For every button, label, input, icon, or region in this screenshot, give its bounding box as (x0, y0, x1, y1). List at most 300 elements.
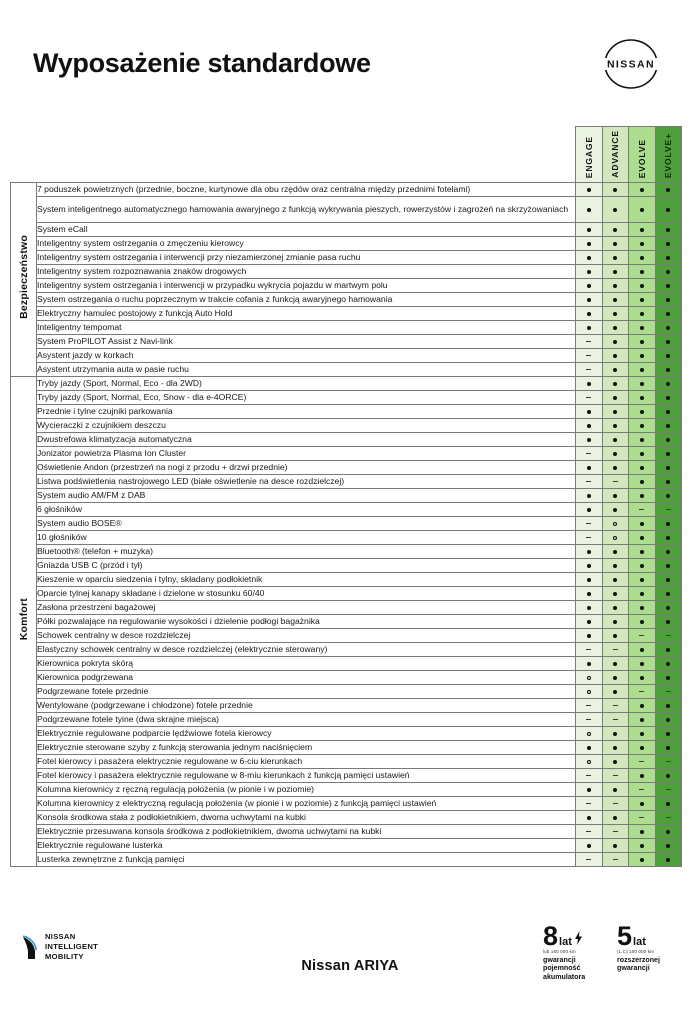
table-row (11, 419, 682, 433)
standard-marker-icon (640, 620, 644, 624)
standard-marker-icon (666, 466, 670, 470)
unavailable-marker-icon (586, 453, 591, 454)
availability-cell (655, 391, 682, 405)
availability-cell (655, 629, 682, 643)
nim-line-3: MOBILITY (45, 952, 84, 962)
standard-marker-icon (587, 550, 591, 554)
lightning-bolt-icon (574, 931, 583, 945)
standard-marker-icon (666, 830, 670, 834)
availability-cell (576, 391, 603, 405)
standard-marker-icon (613, 746, 617, 750)
unavailable-marker-icon (639, 817, 644, 818)
standard-marker-icon (640, 774, 644, 778)
feature-label: Wentylowane (podgrzewane i chłodzone) fotele przednie (37, 699, 576, 713)
table-row (11, 839, 682, 853)
feature-label: System audio AM/FM z DAB (37, 489, 576, 503)
availability-cell (629, 433, 656, 447)
availability-cell (576, 461, 603, 475)
availability-cell (602, 755, 629, 769)
table-row (11, 197, 682, 223)
unavailable-marker-icon (586, 523, 591, 524)
page-header (0, 0, 700, 118)
feature-label: Podgrzewane fotele przednie (37, 685, 576, 699)
unavailable-marker-icon (639, 761, 644, 762)
standard-marker-icon (640, 340, 644, 344)
availability-cell (655, 587, 682, 601)
availability-cell (655, 377, 682, 391)
standard-marker-icon (613, 550, 617, 554)
feature-label: Fotel kierowcy i pasażera elektrycznie regulowane w 6-ciu kierunkach (37, 755, 576, 769)
availability-cell (602, 713, 629, 727)
feature-label: Wycieraczki z czujnikiem deszczu (37, 419, 576, 433)
feature-label: Elektrycznie sterowane szyby z funkcją sterowania jednym naciśnięciem (37, 741, 576, 755)
trim-column-advance[interactable] (602, 127, 629, 183)
availability-cell (655, 755, 682, 769)
availability-cell (655, 307, 682, 321)
unavailable-marker-icon (586, 369, 591, 370)
availability-cell (629, 559, 656, 573)
availability-cell (629, 307, 656, 321)
standard-marker-icon (666, 396, 670, 400)
availability-cell (576, 545, 603, 559)
standard-marker-icon (587, 606, 591, 610)
page-title: Wyposażenie standardowe (33, 48, 371, 78)
warranty-sub2-battery: gwarancji pojemność akumulatora (543, 955, 586, 981)
table-row (11, 475, 682, 489)
table-row (11, 251, 682, 265)
availability-cell (655, 657, 682, 671)
table-row (11, 531, 682, 545)
availability-cell (602, 853, 629, 867)
feature-label: Elektrycznie przesuwana konsola środkowa z podłokietnikiem, dwoma uchwytami na kubki (37, 825, 576, 839)
unavailable-marker-icon (639, 789, 644, 790)
availability-cell (629, 265, 656, 279)
optional-marker-icon (587, 732, 591, 736)
availability-cell (602, 405, 629, 419)
standard-marker-icon (640, 188, 644, 192)
availability-cell (602, 629, 629, 643)
standard-marker-icon (640, 284, 644, 288)
availability-cell (629, 825, 656, 839)
availability-cell (602, 475, 629, 489)
trim-column-evolve[interactable] (629, 127, 656, 183)
standard-marker-icon (613, 410, 617, 414)
availability-cell (576, 307, 603, 321)
standard-marker-icon (666, 732, 670, 736)
availability-cell (576, 377, 603, 391)
warranty-years-extended: 5 (617, 921, 633, 951)
availability-cell (655, 699, 682, 713)
feature-label: Oparcie tylnej kanapy składane i dzielone w stosunku 60/40 (37, 587, 576, 601)
availability-cell (576, 727, 603, 741)
standard-marker-icon (666, 270, 670, 274)
standard-marker-icon (666, 256, 670, 260)
standard-marker-icon (613, 188, 617, 192)
unavailable-marker-icon (586, 719, 591, 720)
standard-marker-icon (640, 648, 644, 652)
availability-cell (655, 601, 682, 615)
feature-label: Fotel kierowcy i pasażera elektrycznie regulowane w 8-miu kierunkach z funkcją pamięci ustawień (37, 769, 576, 783)
availability-cell (602, 447, 629, 461)
standard-marker-icon (666, 522, 670, 526)
availability-cell (576, 433, 603, 447)
availability-cell (655, 517, 682, 531)
availability-cell (629, 545, 656, 559)
availability-cell (602, 349, 629, 363)
availability-cell (602, 559, 629, 573)
unavailable-marker-icon (613, 775, 618, 776)
standard-marker-icon (666, 858, 670, 862)
feature-label: Inteligentny system ostrzegania i interwencji w przypadku wykrycia pojazdu w martwym polu (37, 279, 576, 293)
availability-cell (576, 363, 603, 377)
availability-cell (655, 503, 682, 517)
availability-cell (602, 321, 629, 335)
trim-column-evolve-plus[interactable] (655, 127, 682, 183)
availability-cell (576, 699, 603, 713)
unavailable-marker-icon (613, 859, 618, 860)
standard-marker-icon (613, 208, 617, 212)
standard-marker-icon (613, 354, 617, 358)
availability-cell (576, 811, 603, 825)
unavailable-marker-icon (666, 509, 671, 510)
feature-label: Bluetooth® (telefon + muzyka) (37, 545, 576, 559)
standard-marker-icon (640, 256, 644, 260)
unavailable-marker-icon (586, 397, 591, 398)
unavailable-marker-icon (639, 509, 644, 510)
feature-label: System ProPILOT Assist z Navi-link (37, 335, 576, 349)
availability-cell (602, 601, 629, 615)
availability-cell (629, 769, 656, 783)
standard-marker-icon (666, 606, 670, 610)
table-row (11, 741, 682, 755)
standard-marker-icon (640, 704, 644, 708)
unavailable-marker-icon (613, 803, 618, 804)
availability-cell (602, 489, 629, 503)
feature-label: Inteligentny system ostrzegania i interwencji przy niezamierzonej zmianie pasa ruchu (37, 251, 576, 265)
standard-marker-icon (587, 228, 591, 232)
unavailable-marker-icon (586, 775, 591, 776)
standard-marker-icon (666, 620, 670, 624)
standard-marker-icon (640, 564, 644, 568)
table-row (11, 237, 682, 251)
nim-mark-icon (22, 935, 39, 960)
availability-cell (655, 265, 682, 279)
availability-cell (576, 223, 603, 237)
feature-label: Inteligentny system rozpoznawania znaków drogowych (37, 265, 576, 279)
table-row (11, 279, 682, 293)
availability-cell (602, 643, 629, 657)
availability-cell (576, 643, 603, 657)
trim-label-engage: ENGAGE (583, 135, 594, 178)
unavailable-marker-icon (613, 831, 618, 832)
standard-marker-icon (613, 690, 617, 694)
standard-marker-icon (666, 410, 670, 414)
table-row (11, 363, 682, 377)
trim-label-evolve-plus: EVOLVE+ (663, 132, 673, 178)
standard-marker-icon (640, 480, 644, 484)
standard-marker-icon (640, 298, 644, 302)
standard-marker-icon (587, 242, 591, 246)
optional-marker-icon (587, 676, 591, 680)
availability-cell (602, 545, 629, 559)
availability-cell (602, 839, 629, 853)
feature-label: Elektrycznie regulowane podparcie lędźwiowe fotela kierowcy (37, 727, 576, 741)
availability-cell (629, 629, 656, 643)
availability-cell (629, 419, 656, 433)
standard-marker-icon (640, 718, 644, 722)
standard-marker-icon (666, 564, 670, 568)
feature-label: 7 poduszek powietrznych (przednie, boczne, kurtynowe dla obu rzędów oraz centralna między przednimi fotelami) (37, 183, 576, 197)
availability-cell (576, 769, 603, 783)
trim-column-engage[interactable] (576, 127, 603, 183)
feature-label: Inteligentny system ostrzegania o zmęczeniu kierowcy (37, 237, 576, 251)
standard-marker-icon (666, 704, 670, 708)
feature-label: Listwa podświetlenia nastrojowego LED (białe oświetlenie na desce rozdzielczej) (37, 475, 576, 489)
availability-cell (655, 853, 682, 867)
warranty-years-battery: 8 (543, 921, 559, 951)
availability-cell (655, 741, 682, 755)
availability-cell (629, 349, 656, 363)
standard-marker-icon (613, 578, 617, 582)
standard-marker-icon (666, 550, 670, 554)
standard-marker-icon (640, 592, 644, 596)
availability-cell (602, 783, 629, 797)
table-row (11, 461, 682, 475)
availability-cell (629, 461, 656, 475)
standard-marker-icon (640, 802, 644, 806)
availability-cell (655, 671, 682, 685)
standard-marker-icon (640, 382, 644, 386)
table-head (11, 127, 682, 183)
table-row (11, 545, 682, 559)
table-row (11, 573, 682, 587)
standard-marker-icon (613, 760, 617, 764)
availability-cell (576, 447, 603, 461)
standard-marker-icon (587, 256, 591, 260)
availability-cell (655, 545, 682, 559)
availability-cell (602, 265, 629, 279)
standard-marker-icon (587, 788, 591, 792)
feature-label: Półki pozwalające na regulowanie wysokości i dzielenie podłogi bagażnika (37, 615, 576, 629)
availability-cell (602, 335, 629, 349)
table-row (11, 265, 682, 279)
standard-marker-icon (640, 606, 644, 610)
unavailable-marker-icon (613, 719, 618, 720)
availability-cell (655, 685, 682, 699)
table-row (11, 755, 682, 769)
feature-label: System eCall (37, 223, 576, 237)
table-row (11, 727, 682, 741)
availability-cell (602, 727, 629, 741)
feature-label: Tryby jazdy (Sport, Normal, Eco, Snow - dla e-4ORCE) (37, 391, 576, 405)
table-row (11, 783, 682, 797)
table-row (11, 503, 682, 517)
availability-cell (629, 811, 656, 825)
availability-cell (655, 643, 682, 657)
warranty-unit-battery: lat (559, 936, 572, 948)
availability-cell (655, 197, 682, 223)
standard-marker-icon (666, 424, 670, 428)
availability-cell (629, 671, 656, 685)
svg-text:NISSAN: NISSAN (606, 58, 656, 71)
availability-cell (576, 587, 603, 601)
standard-marker-icon (640, 326, 644, 330)
availability-cell (576, 335, 603, 349)
availability-cell (655, 727, 682, 741)
optional-marker-icon (587, 760, 591, 764)
standard-marker-icon (640, 452, 644, 456)
unavailable-marker-icon (586, 481, 591, 482)
section-label-0 (11, 183, 37, 377)
availability-cell (602, 517, 629, 531)
standard-marker-icon (613, 844, 617, 848)
availability-cell (576, 783, 603, 797)
feature-label: Kierownica podgrzewana (37, 671, 576, 685)
availability-cell (629, 727, 656, 741)
standard-marker-icon (613, 620, 617, 624)
standard-marker-icon (613, 270, 617, 274)
standard-marker-icon (587, 816, 591, 820)
standard-marker-icon (613, 424, 617, 428)
availability-cell (629, 321, 656, 335)
standard-marker-icon (587, 746, 591, 750)
standard-marker-icon (587, 494, 591, 498)
unavailable-marker-icon (639, 691, 644, 692)
feature-label: System ostrzegania o ruchu poprzecznym w trakcie cofania z funkcją awaryjnego hamowania (37, 293, 576, 307)
table-row (11, 223, 682, 237)
table-row (11, 391, 682, 405)
unavailable-marker-icon (586, 341, 591, 342)
standard-marker-icon (587, 662, 591, 666)
equipment-table-wrapper (10, 126, 681, 867)
standard-marker-icon (640, 228, 644, 232)
availability-cell (576, 657, 603, 671)
availability-cell (576, 629, 603, 643)
unavailable-marker-icon (666, 789, 671, 790)
table-row (11, 699, 682, 713)
availability-cell (602, 391, 629, 405)
standard-marker-icon (613, 816, 617, 820)
standard-marker-icon (640, 746, 644, 750)
unavailable-marker-icon (586, 705, 591, 706)
availability-cell (602, 685, 629, 699)
availability-cell (576, 615, 603, 629)
standard-marker-icon (613, 228, 617, 232)
standard-marker-icon (666, 648, 670, 652)
availability-cell (602, 769, 629, 783)
unavailable-marker-icon (639, 635, 644, 636)
feature-label: Dwustrefowa klimatyzacja automatyczna (37, 433, 576, 447)
availability-cell (602, 671, 629, 685)
availability-cell (655, 183, 682, 197)
availability-cell (602, 223, 629, 237)
availability-cell (655, 363, 682, 377)
availability-cell (655, 461, 682, 475)
availability-cell (602, 251, 629, 265)
optional-marker-icon (587, 690, 591, 694)
availability-cell (629, 197, 656, 223)
equipment-table (10, 126, 682, 867)
standard-marker-icon (613, 662, 617, 666)
table-row (11, 307, 682, 321)
availability-cell (576, 419, 603, 433)
standard-marker-icon (640, 312, 644, 316)
availability-cell (576, 293, 603, 307)
availability-cell (576, 839, 603, 853)
feature-label: Asystent jazdy w korkach (37, 349, 576, 363)
standard-marker-icon (613, 732, 617, 736)
table-row (11, 797, 682, 811)
standard-marker-icon (666, 340, 670, 344)
feature-label: Tryby jazdy (Sport, Normal, Eco - dla 2WD) (37, 377, 576, 391)
standard-marker-icon (666, 746, 670, 750)
standard-marker-icon (666, 480, 670, 484)
standard-marker-icon (587, 844, 591, 848)
table-row (11, 559, 682, 573)
standard-marker-icon (666, 208, 670, 212)
availability-cell (629, 713, 656, 727)
availability-cell (629, 797, 656, 811)
unavailable-marker-icon (613, 705, 618, 706)
standard-marker-icon (666, 188, 670, 192)
availability-cell (655, 615, 682, 629)
availability-cell (602, 531, 629, 545)
standard-marker-icon (666, 452, 670, 456)
standard-marker-icon (613, 606, 617, 610)
availability-cell (602, 811, 629, 825)
availability-cell (629, 531, 656, 545)
table-row (11, 643, 682, 657)
availability-cell (629, 573, 656, 587)
standard-marker-icon (640, 466, 644, 470)
standard-marker-icon (587, 284, 591, 288)
standard-marker-icon (640, 536, 644, 540)
standard-marker-icon (587, 564, 591, 568)
availability-cell (602, 307, 629, 321)
table-row (11, 489, 682, 503)
standard-marker-icon (666, 774, 670, 778)
table-row (11, 183, 682, 197)
page-footer (0, 916, 700, 1011)
availability-cell (576, 685, 603, 699)
standard-marker-icon (666, 592, 670, 596)
warranty-badges (543, 921, 675, 981)
availability-cell (629, 293, 656, 307)
standard-marker-icon (613, 256, 617, 260)
unavailable-marker-icon (586, 537, 591, 538)
standard-marker-icon (640, 270, 644, 274)
table-row (11, 629, 682, 643)
table-row (11, 853, 682, 867)
availability-cell (655, 713, 682, 727)
availability-cell (602, 825, 629, 839)
standard-marker-icon (640, 410, 644, 414)
availability-cell (602, 237, 629, 251)
availability-cell (576, 741, 603, 755)
standard-marker-icon (613, 788, 617, 792)
feature-label: 10 głośników (37, 531, 576, 545)
availability-cell (629, 335, 656, 349)
standard-marker-icon (587, 620, 591, 624)
table-row (11, 671, 682, 685)
unavailable-marker-icon (586, 649, 591, 650)
availability-cell (655, 783, 682, 797)
availability-cell (602, 503, 629, 517)
header-spacer-section (11, 127, 37, 183)
standard-marker-icon (613, 508, 617, 512)
optional-marker-icon (613, 522, 617, 526)
standard-marker-icon (613, 326, 617, 330)
